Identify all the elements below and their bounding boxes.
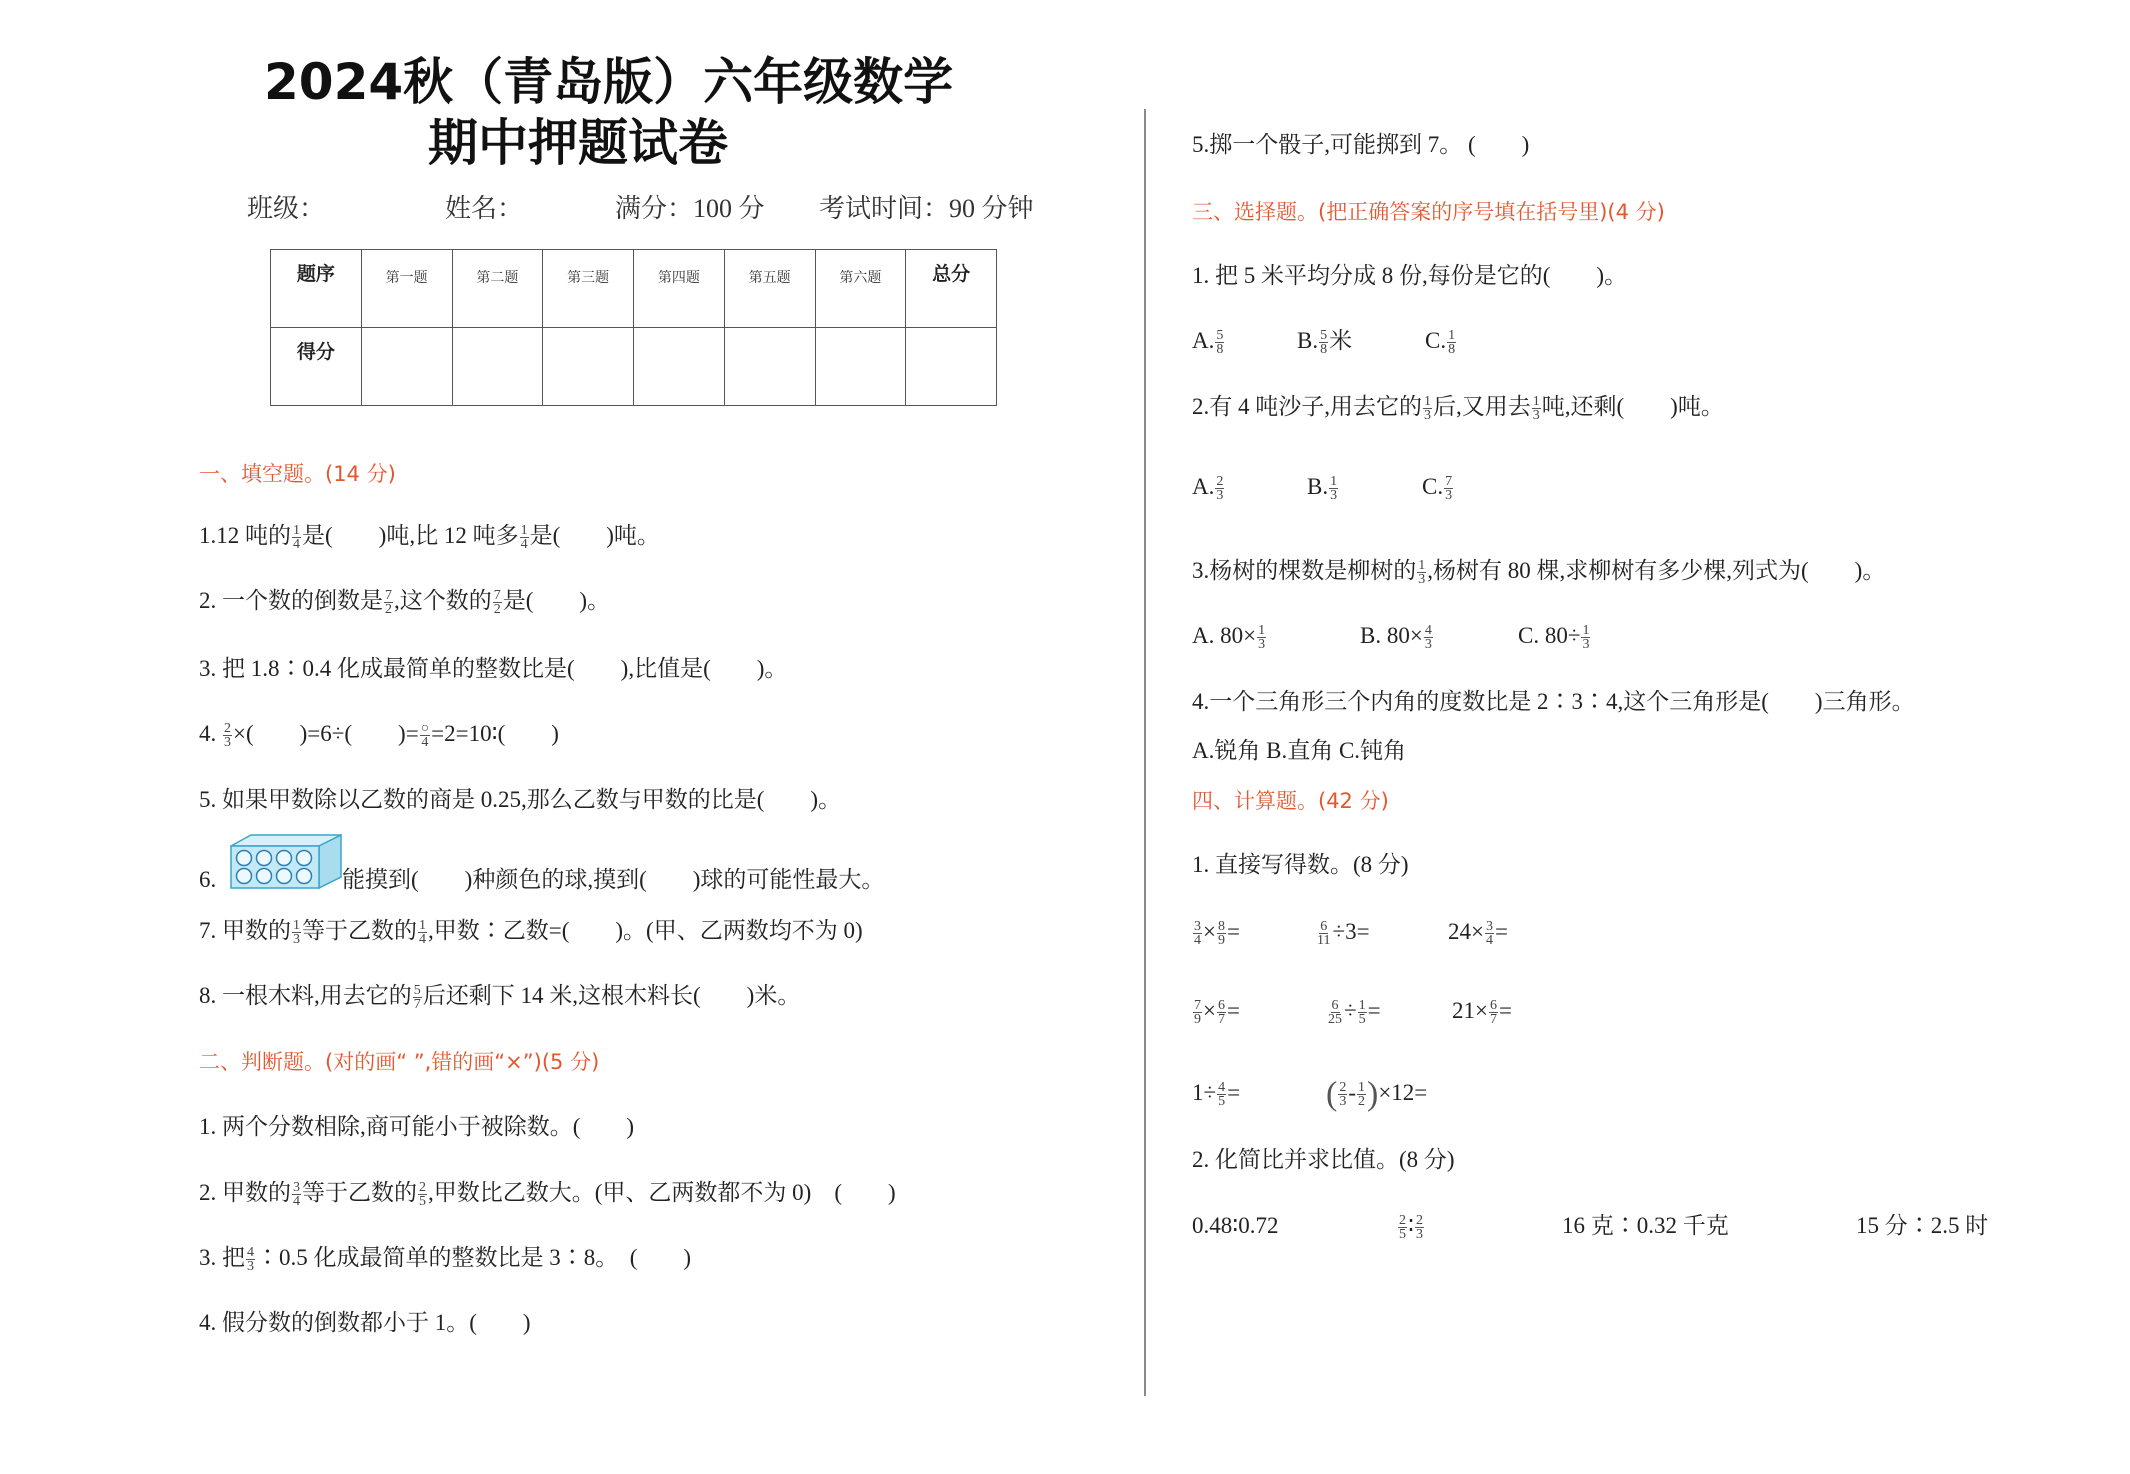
text-segment: 21× [1452,998,1488,1023]
text-segment: ,甲数∶乙数=( )。(甲、乙两数均不为 0) [428,918,863,943]
text-segment: 2.有 4 吨沙子,用去它的 [1192,394,1422,419]
exam-title-line2: 期中押题试卷 [428,114,728,172]
score-header-cell: 第五题 [724,250,815,328]
fraction [1215,329,1224,356]
calc-item [1315,916,1370,948]
fraction-denominator: 2 [493,602,501,618]
score-cell [906,328,997,406]
fraction-numerator: 7 [1445,474,1453,490]
fraction [413,984,422,1011]
fraction-numerator: 6 [1489,998,1497,1014]
text-segment: 3.杨树的棵数是柳树的 [1192,558,1417,583]
fraction-denominator: 8 [1448,342,1456,358]
fraction [418,1181,427,1208]
fraction-denominator: 3 [1424,637,1432,653]
judge-question-3 [199,1242,691,1274]
text-segment: 24× [1448,919,1484,944]
full-score: 满分：100 分 [615,194,765,223]
fraction-numerator: 1 [293,523,300,539]
text-segment: = [1227,1080,1241,1105]
text-segment: 8. 一根木料,用去它的 [199,983,412,1008]
choice-question-4 [1192,686,1915,718]
fraction-denominator: 8 [1320,342,1328,358]
text-segment: = [1494,919,1508,944]
text-segment: 是( )。 [502,588,611,613]
text-segment: 等于乙数的 [302,1180,417,1205]
fraction [1319,329,1328,356]
text-segment: 2. 化简比并求比值。(8 分) [1192,1147,1455,1172]
fraction [384,589,393,616]
score-header-cell: 题序 [271,250,362,328]
ball [257,869,272,884]
text-segment: ×( )=6÷( )= [233,721,419,746]
fraction-numerator: 5 [413,983,421,999]
text-segment: ,杨树有 80 棵,求柳树有多少棵,列式为( )。 [1427,558,1886,583]
calc-item [1326,995,1381,1027]
fraction-numerator: 4 [1218,1080,1226,1096]
text-segment: A.锐角 B.直角 C.钝角 [1192,738,1407,763]
exam-time: 考试时间：90 分钟 [819,194,1034,223]
calc-item [1192,916,1240,948]
text-segment: ∶ [1408,1213,1414,1238]
text-segment: 3. 把 [199,1245,245,1270]
fraction-denominator: 9 [1194,1012,1201,1028]
fraction [1581,624,1590,651]
fraction-denominator: 3 [247,1259,254,1275]
choice-question-3 [1192,555,1885,587]
section-calc-heading: 四、计算题。(42 分) [1192,789,1389,813]
section-fill-heading: 一、填空题。(14 分) [199,462,396,486]
fraction [1217,999,1226,1026]
fraction-numerator: 2 [419,1180,426,1196]
fraction [1423,395,1432,422]
fraction-denominator: 3 [1216,488,1224,504]
fraction-denominator: 5 [1399,1227,1406,1243]
ball [297,851,312,866]
text-segment: 5. 如果甲数除以乙数的商是 0.25,那么乙数与甲数的比是( )。 [199,787,842,812]
choice-3-option-b [1360,620,1434,652]
fill-question-8 [199,980,800,1012]
text-segment: ×12= [1378,1080,1428,1105]
ball [277,851,292,866]
text-segment: × [1203,919,1216,944]
score-header-cell: 总分 [906,250,997,328]
text-segment: = [1367,998,1381,1023]
fraction-denominator: 25 [1328,1012,1342,1028]
text-segment: 3. 把 1.8∶0.4 化成最简单的整数比是( ),比值是( )。 [199,656,788,681]
fraction [1447,329,1456,356]
text-segment: ÷3= [1332,919,1370,944]
text-segment: 0.48∶0.72 [1192,1213,1279,1238]
fraction-denominator: 4 [520,537,528,553]
ratio-item [1856,1210,1988,1242]
fraction-denominator: 4 [419,932,426,948]
text-segment: 后还剩下 14 米,这根木料长( )米。 [422,983,801,1008]
text-segment: C. [1425,328,1447,353]
choice-1-option-c [1425,325,1457,357]
fraction-denominator: 8 [1216,342,1224,358]
fraction [1489,999,1498,1026]
text-segment: = [1498,998,1512,1023]
text-segment: A. [1192,328,1215,353]
text-segment: ∶0.5 化成最简单的整数比是 3∶8。 ( ) [256,1245,692,1270]
choice-1-option-b [1297,325,1352,357]
fill-question-6-text: 能摸到( )种颜色的球,摸到( )球的可能性最大。 [342,867,885,892]
choice-4-options [1192,735,1406,767]
fraction-numerator: 1 [1358,998,1366,1014]
text-segment: C. [1422,474,1444,499]
fraction-numerator: 2 [1399,1213,1406,1229]
score-header-cell: 第二题 [452,250,543,328]
fraction [418,919,427,946]
fraction [1193,999,1202,1026]
text-segment: 1.12 吨的 [199,523,291,548]
fraction-denominator: 3 [1416,1227,1423,1243]
text-segment: =2=10∶( ) [431,721,559,746]
text-segment: ÷ [1344,998,1357,1023]
fraction-numerator: 2 [1339,1080,1347,1096]
class-label: 班级： [247,194,326,223]
ball [257,851,272,866]
fraction-denominator: 2 [1358,1094,1365,1110]
fraction-denominator: 7 [1217,1012,1225,1028]
text-segment: B. [1297,328,1319,353]
fraction [1415,1214,1424,1241]
fraction-denominator: 4 [293,1194,300,1210]
fraction [1485,920,1494,947]
text-segment: ,甲数比乙数大。(甲、乙两数都不为 0) ( ) [428,1180,896,1205]
fraction-numerator: 1 [1258,623,1266,639]
text-segment: C. 80÷ [1518,623,1581,648]
fraction-denominator: 7 [1489,1012,1497,1028]
fraction [493,589,502,616]
section-choice-heading: 三、选择题。(把正确答案的序号填在括号里)(4 分) [1192,200,1665,224]
fraction-numerator: 1 [419,918,426,934]
exam-title-line1: 2024秋（青岛版）六年级数学 [264,53,954,111]
fill-question-1 [199,520,660,552]
fraction-denominator: 2 [385,602,392,618]
fraction-numerator: 1 [1448,328,1456,344]
score-cell [724,328,815,406]
text-segment: ) [1367,1075,1379,1113]
judge-question-5 [1192,129,1529,161]
fraction-numerator: 8 [1217,919,1225,935]
fraction-denominator: 3 [1532,408,1540,424]
fraction-denominator: 3 [1330,488,1338,504]
score-header-cell: 第四题 [634,250,725,328]
fraction-numerator: 1 [293,918,300,934]
text-segment: ( [1326,1075,1338,1113]
fraction-numerator: 2 [224,721,231,737]
fraction-denominator: 3 [1258,637,1266,653]
fraction-denominator: 11 [1317,933,1331,949]
fraction-denominator: 5 [419,1194,426,1210]
fraction [1193,920,1202,947]
fraction-numerator: 1 [1582,623,1590,639]
text-segment: = [1226,919,1240,944]
fraction-numerator: 6 [1217,998,1225,1014]
choice-2-option-b [1307,471,1339,503]
fraction-denominator: 4 [421,735,429,751]
fraction-denominator: 3 [1424,408,1431,424]
score-table-score-row [271,328,997,406]
text-segment: 等于乙数的 [302,918,417,943]
text-segment: B. [1307,474,1329,499]
ball [237,851,252,866]
judge-question-2 [199,1177,896,1209]
fill-question-5 [199,784,841,816]
score-header-cell: 第三题 [543,250,634,328]
fraction [1358,999,1367,1026]
fill-question-6-number: 6. [199,867,217,892]
fill-question-2 [199,585,610,617]
text-segment: = [1226,998,1240,1023]
fraction-denominator: 3 [224,735,231,751]
text-segment: 是( )吨,比 12 吨多 [302,523,519,548]
text-segment: 2. 一个数的倒数是 [199,588,383,613]
choice-1-option-a [1192,325,1225,357]
fraction-numerator: 7 [1194,998,1201,1014]
fraction-denominator: 3 [1582,637,1590,653]
fraction [1257,624,1266,651]
score-cell [543,328,634,406]
fraction-numerator: 1 [1358,1080,1365,1096]
text-segment: 4.一个三角形三个内角的度数比是 2∶3∶4,这个三角形是( )三角形。 [1192,689,1915,714]
text-segment: 2. 甲数的 [199,1180,291,1205]
fraction [1398,1214,1407,1241]
fraction-numerator: 6 [1331,998,1339,1014]
judge-question-1 [199,1111,634,1143]
fraction [1215,475,1224,502]
score-table [270,249,997,406]
fraction [246,1246,255,1273]
text-segment: - [1348,1080,1356,1105]
calc-item [1448,916,1508,948]
choice-3-option-c [1518,620,1591,652]
calc-part-1-title [1192,849,1409,881]
name-label: 姓名： [445,194,524,223]
text-segment: ,这个数的 [394,588,492,613]
text-segment: 15 分∶2.5 时 [1856,1213,1989,1238]
score-cell [634,328,725,406]
fraction [1424,624,1433,651]
judge-question-4 [199,1307,531,1339]
ratio-item [1397,1210,1425,1242]
calc-item [1452,995,1512,1027]
score-header-cell: 第六题 [815,250,906,328]
fraction-numerator: 1 [1418,558,1426,574]
ratio-item [1192,1210,1279,1242]
fraction-denominator: 4 [1485,933,1493,949]
ball-box-image [229,833,343,890]
score-cell [361,328,452,406]
fraction [292,524,301,551]
text-segment: 5.掷一个骰子,可能掷到 7。 ( ) [1192,132,1530,157]
fraction-numerator: 5 [1320,328,1328,344]
fraction [1217,920,1226,947]
fraction-denominator: 3 [1445,488,1453,504]
fraction [1217,1081,1226,1108]
ball [237,869,252,884]
fraction-denominator: 4 [1194,933,1201,949]
fraction-numerator: 2 [1416,1213,1423,1229]
fraction-numerator: 1 [520,523,528,539]
ball [277,869,292,884]
fraction [1329,475,1338,502]
fraction-numerator: ○ [420,721,430,737]
fraction-denominator: 3 [1418,572,1426,588]
fill-question-3 [199,653,787,685]
fill-question-4 [199,718,559,750]
fraction-numerator: 2 [1216,474,1224,490]
text-segment: 16 克∶0.32 千克 [1562,1213,1729,1238]
fraction-denominator: 3 [293,932,300,948]
score-cell [452,328,543,406]
calc-item [1192,995,1240,1027]
fraction-numerator: 1 [1424,394,1431,410]
choice-question-2 [1192,391,1724,423]
fraction [292,1181,301,1208]
text-segment: 1÷ [1192,1080,1217,1105]
calc-item [1326,1077,1427,1111]
text-segment: 1. 两个分数相除,商可能小于被除数。( ) [199,1114,635,1139]
score-cell [815,328,906,406]
fraction-denominator: 5 [1358,1012,1366,1028]
text-segment: A. [1192,474,1215,499]
fill-question-7 [199,915,863,947]
text-segment: 是( )吨。 [529,523,660,548]
text-segment: 4. 假分数的倒数都小于 1。( ) [199,1310,531,1335]
choice-2-option-a [1192,471,1225,503]
fraction-denominator: 3 [1339,1094,1347,1110]
fraction-denominator: 4 [293,537,300,553]
fraction-denominator: 7 [413,997,421,1013]
fraction [1444,475,1453,502]
choice-2-option-c [1422,471,1454,503]
text-segment: B. 80× [1360,623,1423,648]
text-segment: 7. 甲数的 [199,918,291,943]
fraction-denominator: 9 [1217,933,1225,949]
fraction [1532,395,1541,422]
fraction-numerator: 3 [293,1180,300,1196]
text-segment: 后,又用去 [1433,394,1531,419]
text-segment: 吨,还剩( )吨。 [1541,394,1724,419]
ratio-item [1562,1210,1729,1242]
fraction [1417,559,1426,586]
fraction [1357,1081,1366,1108]
fraction-numerator: 7 [493,588,501,604]
fraction [1316,920,1331,947]
calc-item [1192,1077,1240,1109]
fraction-numerator: 1 [1330,474,1338,490]
choice-3-option-a [1192,620,1267,652]
fraction-numerator: 7 [385,588,392,604]
calc-part-2-title [1192,1144,1455,1176]
text-segment: × [1203,998,1216,1023]
fraction [292,919,301,946]
fraction-numerator: 4 [247,1245,254,1261]
fraction-numerator: 3 [1485,919,1493,935]
text-segment: A. 80× [1192,623,1257,648]
column-divider [1144,109,1146,1396]
fraction [420,722,430,749]
fraction-numerator: 1 [1532,394,1540,410]
ball [297,869,312,884]
text-segment: 1. 把 5 米平均分成 8 份,每份是它的( )。 [1192,263,1628,288]
section-judge-heading: 二、判断题。(对的画“ ”,错的画“×”)(5 分) [199,1050,600,1074]
score-row-label: 得分 [271,328,362,406]
text-segment: 米 [1329,328,1353,353]
fraction [223,722,232,749]
fraction-numerator: 6 [1320,919,1328,935]
fraction-numerator: 4 [1424,623,1432,639]
fraction [1327,999,1343,1026]
fraction-numerator: 5 [1216,328,1224,344]
fraction [520,524,529,551]
fraction-denominator: 5 [1218,1094,1226,1110]
text-segment: 1. 直接写得数。(8 分) [1192,852,1409,877]
text-segment: 4. [199,721,222,746]
fraction-numerator: 3 [1194,919,1201,935]
score-table-header-row [271,250,997,328]
score-header-cell: 第一题 [361,250,452,328]
choice-question-1 [1192,260,1627,292]
fraction [1338,1081,1347,1108]
